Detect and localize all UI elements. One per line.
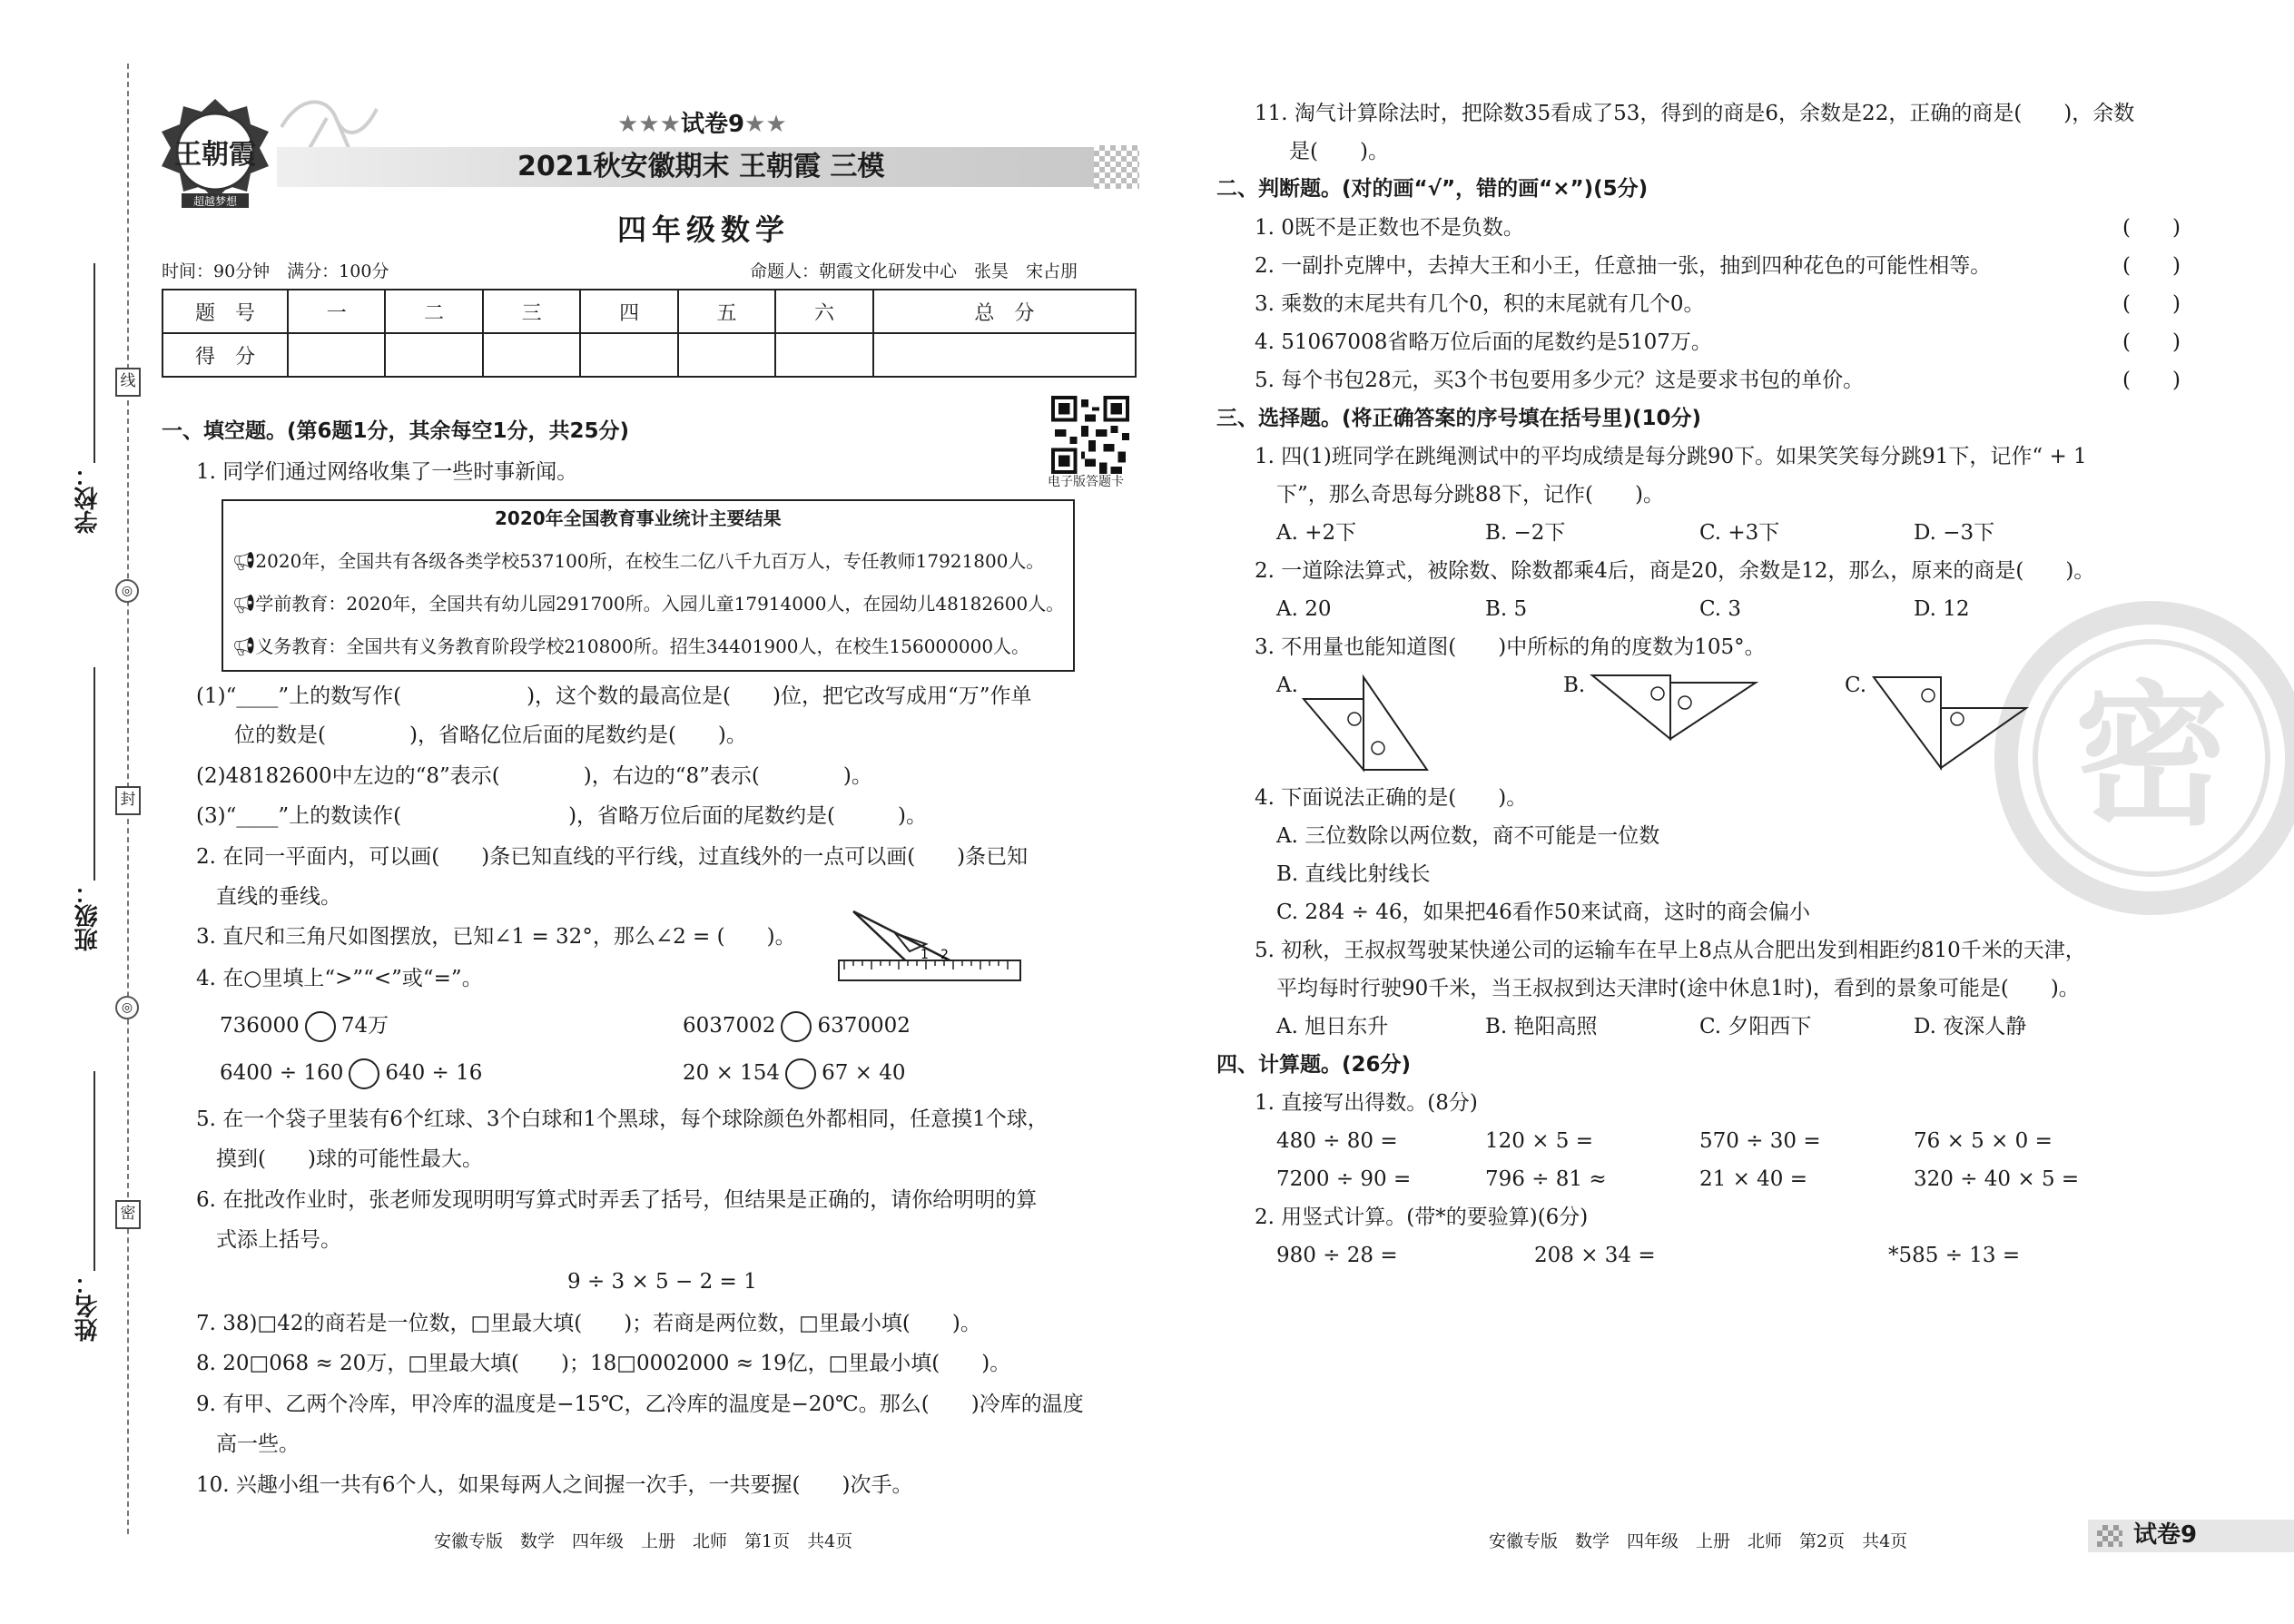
logo-motto: 超越梦想 bbox=[192, 195, 238, 208]
q1-2-text: (2)48182600中左边的“8”表示( )，右边的“8”表示( )。 bbox=[196, 764, 872, 788]
score-header-cell: 四 bbox=[580, 290, 677, 333]
calc-item: *585 ÷ 13 = bbox=[1888, 1244, 2021, 1267]
ribbon-decoration bbox=[272, 91, 381, 154]
authors: 命题人：朝霞文化研发中心 张昊 宋占朋 bbox=[750, 261, 1078, 281]
choice-q4-option-c[interactable]: C. 284 ÷ 46，如果把46看作50来试商，这时的商会偏小 bbox=[1276, 901, 1810, 924]
news-item-2: 📢︎学前教育：2020年，全国共有幼儿园291700所。入园儿童17914000人，在园幼儿48182600人。 bbox=[232, 593, 1065, 615]
judge-item-5: 5. 每个书包28元，买3个书包要用多少元？这是要求书包的单价。 bbox=[1255, 369, 1865, 392]
score-table-header-row bbox=[162, 290, 1136, 333]
score-header-cell: 二 bbox=[385, 290, 482, 333]
news-title: 2020年全国教育事业统计主要结果 bbox=[495, 507, 782, 529]
choice-q5-line-b: 平均每时行驶90千米，当王叔叔到达天津时(途中休息1时)，看到的景象可能是( )。 bbox=[1276, 977, 2080, 1000]
choice-q2-option-c[interactable]: C. 3 bbox=[1699, 597, 1742, 621]
q5-line-b: 摸到( )球的可能性最大。 bbox=[216, 1147, 483, 1171]
name-field[interactable] bbox=[94, 1071, 95, 1271]
megaphone-icon: 📢︎ bbox=[232, 593, 256, 615]
q1-1-line-b: 位的数是( )，省略亿位后面的尾数约是( )。 bbox=[234, 723, 747, 747]
compare-circle[interactable] bbox=[785, 1058, 816, 1089]
q6-line-b: 式添上括号。 bbox=[216, 1228, 341, 1252]
news-item-3: 📢︎义务教育：全国共有义务教育阶段学校210800所。招生34401900人，在校生156000000人。 bbox=[232, 635, 1030, 657]
calc-item: 796 ÷ 81 ≈ bbox=[1485, 1167, 1607, 1191]
secret-watermark bbox=[1993, 599, 2294, 917]
megaphone-icon: 📢︎ bbox=[232, 635, 256, 657]
score-cell[interactable] bbox=[385, 333, 482, 377]
q10-text: 10. 兴趣小组一共有6个人，如果每两人之间握一次手，一共要握( )次手。 bbox=[196, 1473, 913, 1497]
news-item-1: 📢︎2020年，全国共有各级各类学校537100所，在校生二亿八千九百万人，专任教师17921800人。 bbox=[232, 550, 1045, 572]
name-label: 姓名： bbox=[74, 1271, 102, 1342]
logo-text: 王朝霞 bbox=[174, 139, 256, 171]
brand-logo bbox=[156, 95, 274, 213]
score-header-cell: 总 分 bbox=[873, 290, 1136, 333]
judge-answer-4[interactable]: ( ) bbox=[2122, 330, 2181, 354]
svg-text:密: 密 bbox=[2073, 667, 2230, 847]
qr-caption: 电子版答题卡 bbox=[1048, 475, 1124, 489]
calc-sub1-text: 1. 直接写出得数。(8分) bbox=[1255, 1091, 1478, 1115]
q1-text: 1. 同学们通过网络收集了一些时事新闻。 bbox=[196, 460, 578, 484]
choice-q2-option-a[interactable]: A. 20 bbox=[1276, 597, 1332, 621]
q7-text: 7. 38)□42的商若是一位数，□里最大填( )；若商是两位数，□里最小填( )。 bbox=[196, 1312, 981, 1335]
q2-line-a: 2. 在同一平面内，可以画( )条已知直线的平行线，过直线外的一点可以画( )条已知 bbox=[196, 845, 1029, 869]
judge-answer-3[interactable]: ( ) bbox=[2122, 292, 2181, 316]
score-cell[interactable] bbox=[775, 333, 872, 377]
q4-text: 4. 在○里填上“>”“<”或“=”。 bbox=[196, 967, 483, 990]
exam-badge: ★★★试卷9★★ bbox=[617, 111, 787, 138]
q9-line-b: 高一些。 bbox=[216, 1432, 300, 1456]
triangle-figure-a bbox=[1300, 674, 1436, 773]
calc-item: 320 ÷ 40 × 5 = bbox=[1914, 1167, 2080, 1191]
calc-item: 76 × 5 × 0 = bbox=[1914, 1129, 2053, 1153]
time-info: 时间：90分钟 满分：100分 bbox=[162, 261, 389, 281]
footer-left: 安徽专版 数学 四年级 上册 北师 第1页 共4页 bbox=[434, 1531, 853, 1551]
angle-2-label: 2 bbox=[940, 948, 949, 962]
calc-item: 570 ÷ 30 = bbox=[1699, 1129, 1821, 1153]
q3-text: 3. 直尺和三角尺如图摆放，已知∠1 = 32°，那么∠2 = ( )。 bbox=[196, 925, 796, 949]
score-table-score-row bbox=[162, 333, 1136, 377]
score-cell[interactable] bbox=[580, 333, 677, 377]
q1-3-text: (3)“____”上的数读作( )，省略万位后面的尾数约是( )。 bbox=[196, 804, 927, 828]
binding-hole-icon: ◎ bbox=[115, 579, 139, 603]
score-cell[interactable] bbox=[483, 333, 580, 377]
judge-item-1: 1. 0既不是正数也不是负数。 bbox=[1255, 216, 1524, 240]
q6-line-a: 6. 在批改作业时，张老师发现明明写算式时弄丢了括号，但结果是正确的，请你给明明的算 bbox=[196, 1188, 1038, 1212]
calc-item: 980 ÷ 28 = bbox=[1276, 1244, 1398, 1267]
exam-title: 2021秋安徽期末 王朝霞 三模 bbox=[517, 151, 885, 182]
compare-circle[interactable] bbox=[781, 1011, 812, 1042]
triangle-figure-c bbox=[1868, 672, 2032, 772]
choice-q4-option-b[interactable]: B. 直线比射线长 bbox=[1276, 862, 1431, 886]
compare-circle[interactable] bbox=[305, 1011, 336, 1042]
class-field[interactable] bbox=[94, 667, 95, 881]
angle-1-label: 1 bbox=[921, 948, 929, 962]
compare-row-2b: 20 × 154 67 × 40 bbox=[683, 1058, 906, 1089]
q2-line-b: 直线的垂线。 bbox=[216, 885, 341, 909]
judge-item-4: 4. 51067008省略万位后面的尾数约是5107万。 bbox=[1255, 330, 1712, 354]
footer-badge-checker bbox=[2097, 1525, 2122, 1547]
calc-item: 21 × 40 = bbox=[1699, 1167, 1808, 1191]
seal-seal-mark: 封 bbox=[115, 786, 141, 815]
banner-checker bbox=[1094, 145, 1139, 189]
judge-item-2: 2. 一副扑克牌中，去掉大王和小王，任意抽一张，抽到四种花色的可能性相等。 bbox=[1255, 254, 1992, 278]
ruler-triangle-figure bbox=[835, 906, 1026, 989]
section2-heading: 二、判断题。(对的画“√”，错的画“×”)(5分) bbox=[1216, 177, 1649, 201]
choice-q3-option-c[interactable]: C. bbox=[1845, 674, 1867, 697]
section1-heading: 一、填空题。(第6题1分，其余每空1分，共25分) bbox=[162, 419, 630, 443]
school-label: 学校： bbox=[74, 463, 102, 534]
score-header-cell: 三 bbox=[483, 290, 580, 333]
choice-q2-text: 2. 一道除法算式，被除数、除数都乘4后，商是20，余数是12，那么，原来的商是( )。 bbox=[1255, 559, 2095, 583]
qr-code-icon[interactable] bbox=[1051, 396, 1129, 474]
score-header-cell: 五 bbox=[678, 290, 775, 333]
compare-row-2a: 6400 ÷ 160 640 ÷ 16 bbox=[220, 1058, 482, 1089]
megaphone-icon: 📢︎ bbox=[232, 550, 256, 572]
q11-line-b: 是( )。 bbox=[1289, 140, 1389, 163]
footer-badge: 试卷9 bbox=[2133, 1521, 2198, 1549]
compare-circle[interactable] bbox=[349, 1058, 379, 1089]
calc-item: 480 ÷ 80 = bbox=[1276, 1129, 1398, 1153]
calc-sub2-text: 2. 用竖式计算。(带*的要验算)(6分) bbox=[1255, 1206, 1589, 1229]
choice-q3-option-b[interactable]: B. bbox=[1563, 674, 1586, 697]
choice-q1-option-d[interactable]: D. −3下 bbox=[1914, 521, 1995, 545]
choice-q1-option-b[interactable]: B. −2下 bbox=[1485, 521, 1566, 545]
score-cell[interactable] bbox=[873, 333, 1136, 377]
binding-hole-icon: ◎ bbox=[115, 996, 139, 1019]
choice-q5-option-d[interactable]: D. 夜深人静 bbox=[1914, 1015, 2027, 1038]
subject-title: 四年级数学 bbox=[617, 212, 791, 247]
q9-line-a: 9. 有甲、乙两个冷库，甲冷库的温度是−15℃，乙冷库的温度是−20℃。那么( )冷库的温度 bbox=[196, 1393, 1084, 1416]
compare-row-1a: 736000 74万 bbox=[220, 1011, 389, 1042]
q6-expression: 9 ÷ 3 × 5 − 2 = 1 bbox=[567, 1270, 757, 1294]
choice-q1-option-c[interactable]: C. +3下 bbox=[1699, 521, 1780, 545]
choice-q1-line-b: 下”，那么奇思每分跳88下，记作( )。 bbox=[1276, 483, 1664, 507]
choice-q1-option-a[interactable]: A. +2下 bbox=[1276, 521, 1357, 545]
class-label: 班级： bbox=[74, 881, 102, 951]
score-cell[interactable] bbox=[288, 333, 385, 377]
choice-q2-option-b[interactable]: B. 5 bbox=[1485, 597, 1528, 621]
score-cell[interactable] bbox=[678, 333, 775, 377]
q8-text: 8. 20□068 ≈ 20万，□里最大填( )；18□0002000 ≈ 19亿，□里最小填( )。 bbox=[196, 1352, 1011, 1375]
triangle-figure-b bbox=[1589, 670, 1761, 743]
judge-item-3: 3. 乘数的末尾共有几个0，积的末尾就有几个0。 bbox=[1255, 292, 1705, 316]
judge-answer-1[interactable]: ( ) bbox=[2122, 216, 2181, 240]
choice-q1-line-a: 1. 四(1)班同学在跳绳测试中的平均成绩是每分跳90下。如果笑笑每分跳91下，记作“ + 1 bbox=[1255, 445, 2087, 468]
calc-item: 208 × 34 = bbox=[1534, 1244, 1656, 1267]
choice-q3-option-a[interactable]: A. bbox=[1276, 674, 1298, 697]
compare-row-1b: 6037002 6370002 bbox=[683, 1011, 911, 1042]
score-header-cell: 题 号 bbox=[162, 290, 288, 333]
score-row-label: 得 分 bbox=[162, 333, 288, 377]
choice-q5-option-a[interactable]: A. 旭日东升 bbox=[1276, 1015, 1389, 1038]
seal-secret-mark: 密 bbox=[115, 1200, 141, 1229]
choice-q2-option-d[interactable]: D. 12 bbox=[1914, 597, 1970, 621]
choice-q5-line-a: 5. 初秋，王叔叔驾驶某快递公司的运输车在早上8点从合肥出发到相距约810千米的天津， bbox=[1255, 939, 2086, 962]
judge-answer-2[interactable]: ( ) bbox=[2122, 254, 2181, 278]
section4-heading: 四、计算题。(26分) bbox=[1216, 1053, 1412, 1077]
school-field[interactable] bbox=[94, 263, 95, 463]
score-header-cell: 一 bbox=[288, 290, 385, 333]
score-table bbox=[162, 289, 1137, 378]
seal-line-mark: 线 bbox=[115, 368, 141, 397]
score-header-cell: 六 bbox=[775, 290, 872, 333]
q5-line-a: 5. 在一个袋子里装有6个红球、3个白球和1个黑球，每个球除颜色外都相同，任意摸1个球， bbox=[196, 1107, 1049, 1131]
choice-q4-text: 4. 下面说法正确的是( )。 bbox=[1255, 786, 1528, 810]
choice-q5-option-c[interactable]: C. 夕阳西下 bbox=[1699, 1015, 1812, 1038]
choice-q3-text: 3. 不用量也能知道图( )中所标的角的度数为105°。 bbox=[1255, 635, 1766, 659]
q1-1-line-a: (1)“____”上的数写作( )，这个数的最高位是( )位，把它改写成用“万”作单 bbox=[196, 684, 1032, 708]
section3-heading: 三、选择题。(将正确答案的序号填在括号里)(10分) bbox=[1216, 407, 1702, 430]
q11-line-a: 11. 淘气计算除法时，把除数35看成了53，得到的商是6，余数是22，正确的商是( )，余数 bbox=[1255, 102, 2135, 125]
footer-right: 安徽专版 数学 四年级 上册 北师 第2页 共4页 bbox=[1489, 1531, 1908, 1551]
choice-q4-option-a[interactable]: A. 三位数除以两位数，商不可能是一位数 bbox=[1276, 824, 1660, 848]
judge-answer-5[interactable]: ( ) bbox=[2122, 369, 2181, 392]
calc-item: 120 × 5 = bbox=[1485, 1129, 1594, 1153]
calc-item: 7200 ÷ 90 = bbox=[1276, 1167, 1412, 1191]
choice-q5-option-b[interactable]: B. 艳阳高照 bbox=[1485, 1015, 1598, 1038]
